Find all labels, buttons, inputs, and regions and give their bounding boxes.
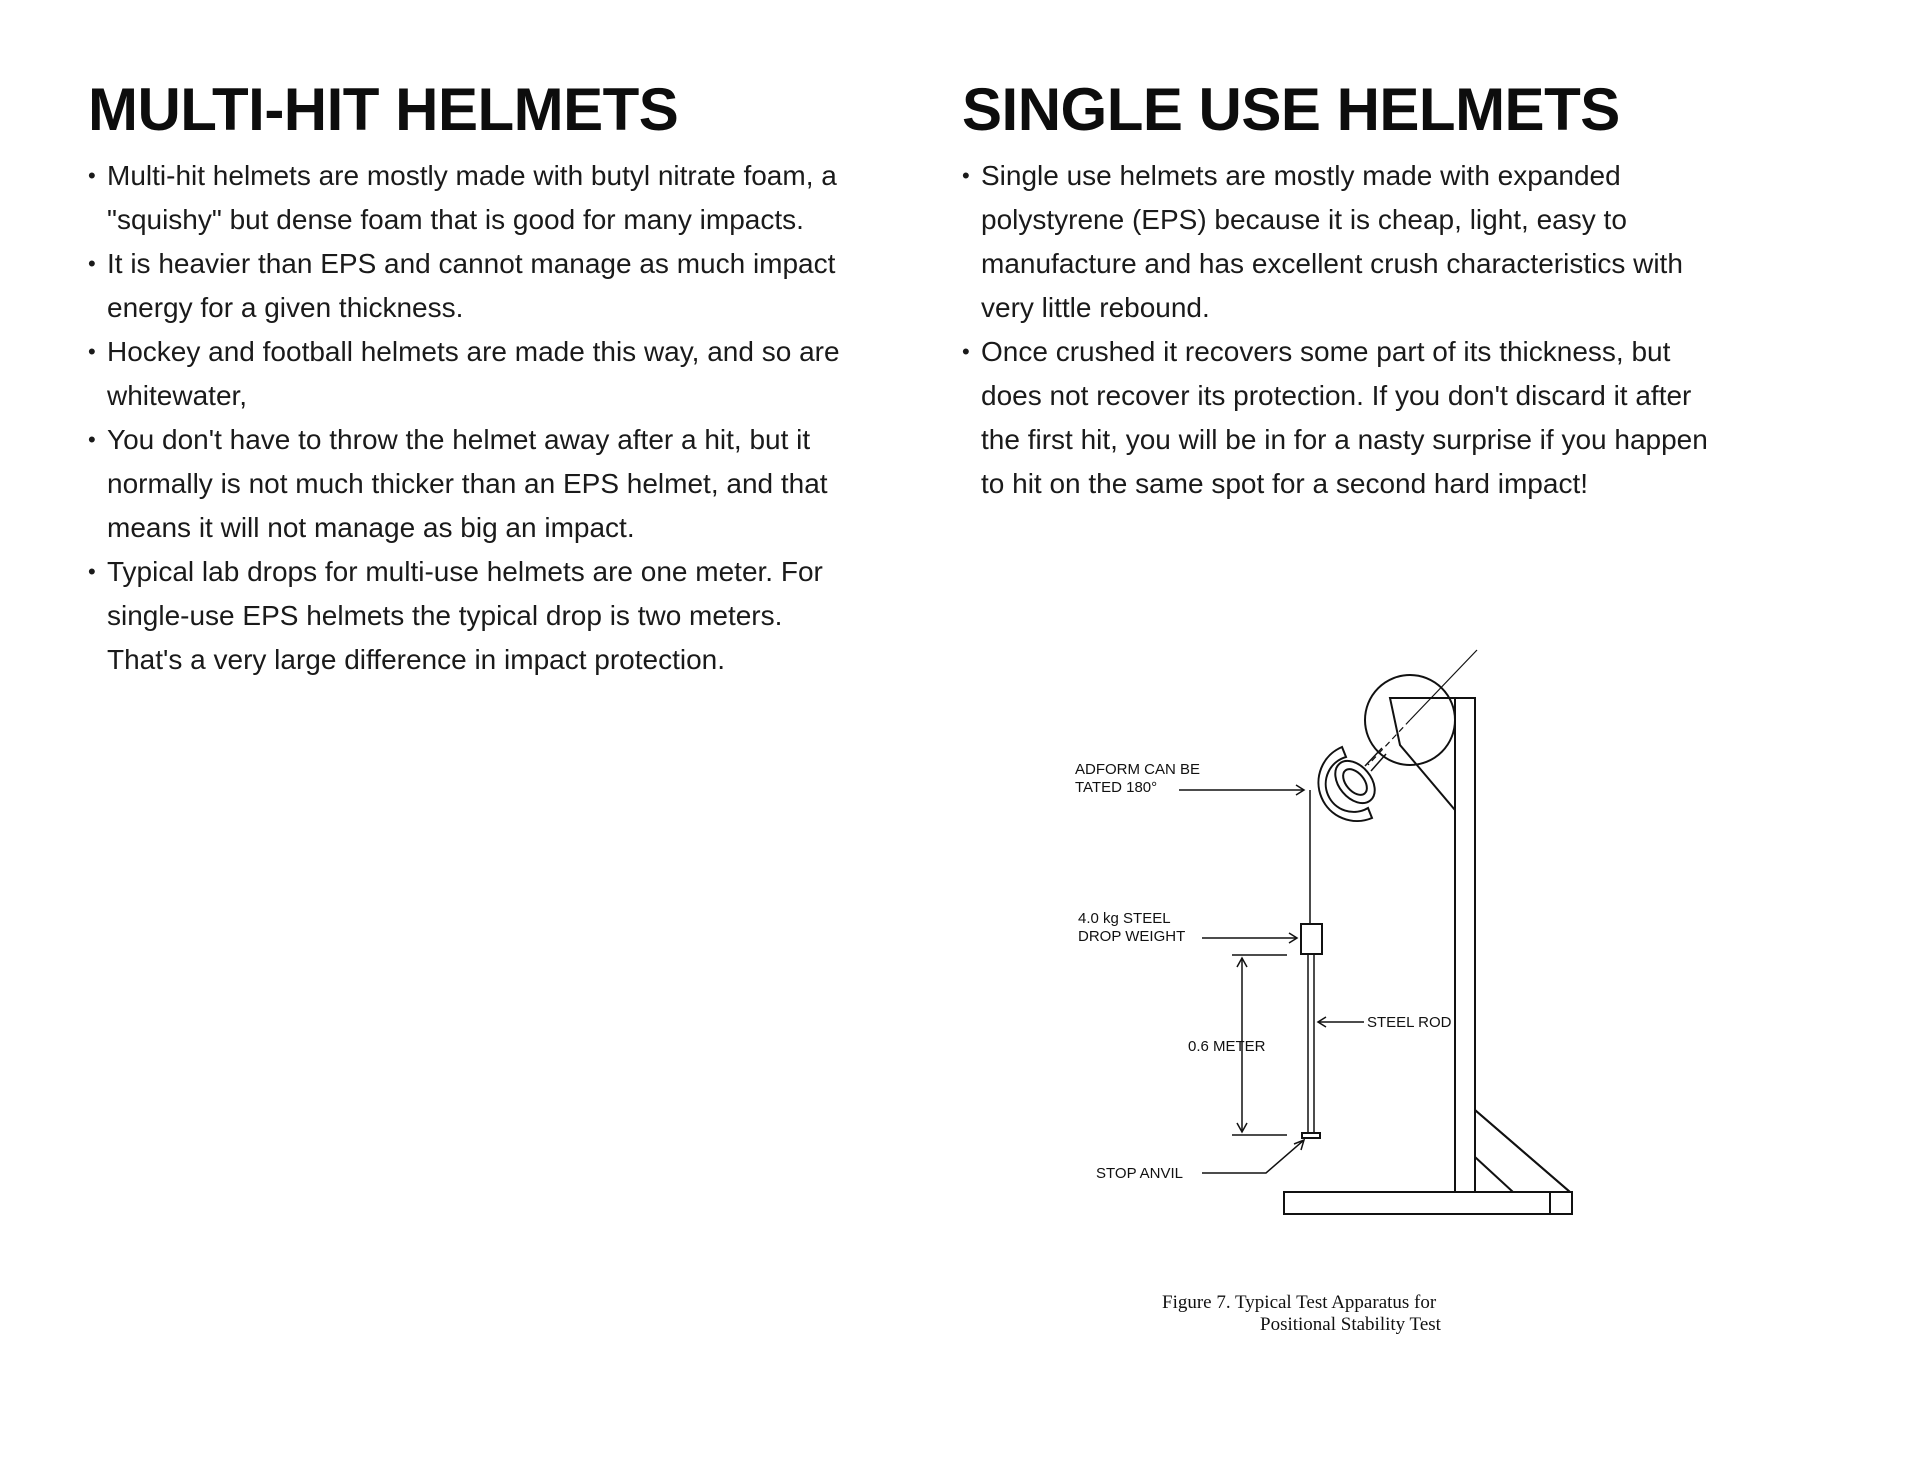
single-use-column [962, 74, 1722, 506]
label-weight-1: 4.0 kg STEEL [1078, 910, 1171, 927]
drop-weight [1301, 924, 1322, 954]
bullet-item: • Multi-hit helmets are mostly made with butyl nitrate foam, a "squishy" but dense foam that is good for many impacts. [88, 154, 848, 242]
multi-hit-title: MULTI-HIT HELMETS [88, 76, 679, 143]
test-apparatus-diagram [1072, 640, 1592, 1340]
figure-caption-line-1: Figure 7. Typical Test Apparatus for [1162, 1292, 1437, 1313]
figure-caption-line-2: Positional Stability Test [1260, 1314, 1441, 1335]
label-weight-2: DROP WEIGHT [1078, 928, 1186, 945]
single-use-title: SINGLE USE HELMETS [962, 76, 1620, 143]
label-stop-anvil: STOP ANVIL [1096, 1165, 1183, 1182]
stand-post [1455, 698, 1475, 1192]
bullet-item: • Single use helmets are mostly made with expanded polystyrene (EPS) because it is cheap, light, easy to manufacture and has excellent crush characteristics with very little rebound. [962, 154, 1722, 330]
bullet-item: • Once crushed it recovers some part of its thickness, but does not recover its protection. If you don't discard it after the first hit, you will be in for a nasty surprise if you happen to hit on the same spot for a second hard impact! [962, 330, 1722, 506]
test-apparatus-figure [1072, 640, 1592, 1340]
multi-hit-bullet-list [88, 154, 848, 682]
stop-anvil [1302, 1133, 1320, 1138]
stand-base [1284, 1192, 1572, 1214]
upper-arm [1390, 698, 1455, 810]
bullet-item: • Hockey and football helmets are made this way, and so are whitewater, [88, 330, 848, 418]
bullet-item: • You don't have to throw the helmet away after a hit, but it normally is not much thicker than an EPS helmet, and that means it will not manage as big an impact. [88, 418, 848, 550]
bullet-item: • It is heavier than EPS and cannot manage as much impact energy for a given thickness. [88, 242, 848, 330]
label-distance: 0.6 METER [1188, 1038, 1266, 1055]
bullet-item: • Typical lab drops for multi-use helmets are one meter. For single-use EPS helmets the typical drop is two meters. That's a very large difference in impact protection. [88, 550, 848, 682]
label-headform-2: TATED 180° [1075, 779, 1158, 796]
multi-hit-column [88, 74, 848, 682]
label-headform-1: ADFORM CAN BE [1075, 761, 1201, 778]
label-steel-rod: STEEL ROD [1367, 1014, 1452, 1031]
single-use-bullet-list [962, 154, 1722, 506]
